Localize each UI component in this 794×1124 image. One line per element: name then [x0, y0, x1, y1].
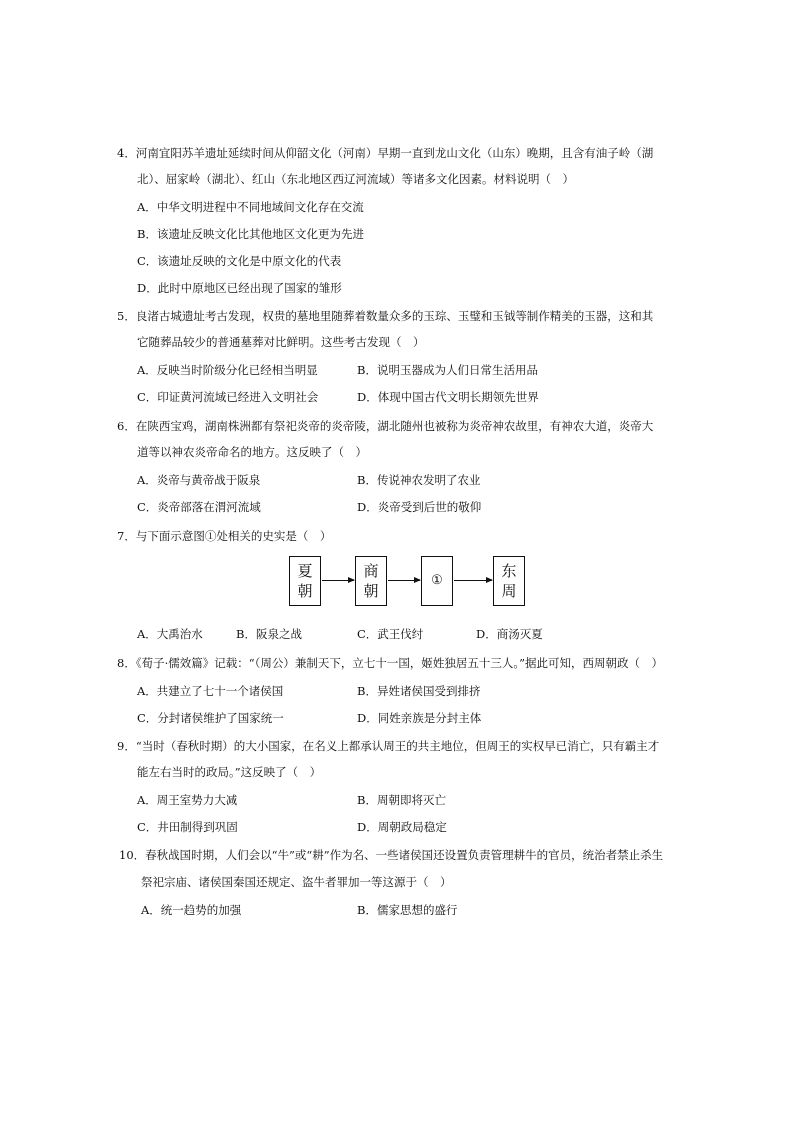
- question-6-option-b[interactable]: B．传说神农发明了农业: [357, 473, 481, 487]
- diagram-box-shang-char-1: 商: [363, 562, 379, 580]
- question-7-option-d[interactable]: D．商汤灭夏: [476, 627, 543, 641]
- question-9-option-a[interactable]: A．周王室势力大减: [137, 793, 238, 807]
- question-10-option-a[interactable]: A．统一趋势的加强: [141, 903, 242, 917]
- diagram-box-shang-char-2: 朝: [363, 582, 379, 600]
- question-4-option-c[interactable]: C．该遗址反映的文化是中原文化的代表: [137, 254, 342, 268]
- diagram-arrow-3: [454, 580, 492, 581]
- question-9-stem-line-2: 能左右当时的政局。”这反映了（ ）: [137, 765, 322, 779]
- question-8-option-d[interactable]: D．同姓亲族是分封主体: [357, 711, 482, 725]
- diagram-arrow-2: [388, 580, 420, 581]
- question-7-stem: 7．与下面示意图①处相关的史实是（ ）: [117, 529, 332, 543]
- question-5-option-d[interactable]: D．体现中国古代文明长期领先世界: [357, 390, 539, 404]
- question-6-stem-line-1: 6．在陕西宝鸡，湖南株洲都有祭祀炎帝的炎帝陵，湖北随州也被称为炎帝神农故里，有神农大道，炎帝大: [117, 419, 654, 433]
- question-4-option-b[interactable]: B．该遗址反映文化比其他地区文化更为先进: [137, 227, 364, 241]
- question-9-option-d[interactable]: D．周朝政局稳定: [357, 820, 447, 834]
- question-7-option-c[interactable]: C．武王伐纣: [357, 627, 424, 641]
- question-5-stem-line-2: 它随葬品较少的普通墓葬对比鲜明。这些考古发现（ ）: [137, 335, 425, 349]
- diagram-box-dongzhou-char-2: 周: [501, 582, 517, 600]
- question-6-stem-line-2: 道等以神农炎帝命名的地方。这反映了（ ）: [137, 445, 367, 459]
- question-7-option-a[interactable]: A．大禹治水: [137, 627, 203, 641]
- question-10-stem-line-2: 祭祀宗庙、诸侯国秦国还规定、盗牛者罪加一等这源于（ ）: [141, 875, 452, 889]
- question-6-option-d[interactable]: D．炎帝受到后世的敬仰: [357, 500, 482, 514]
- question-4-option-a[interactable]: A．中华文明进程中不同地域间文化存在交流: [137, 200, 364, 214]
- question-6-option-a[interactable]: A．炎帝与黄帝战于阪泉: [137, 473, 261, 487]
- question-5-option-b[interactable]: B．说明玉器成为人们日常生活用品: [357, 363, 538, 377]
- question-4-stem-line-2: 北）、屈家岭（湖北）、红山（东北地区西辽河流域）等诸多文化因素。材料说明（ ）: [137, 172, 574, 186]
- diagram-box-xia-char-1: 夏: [297, 562, 313, 580]
- question-9-option-c[interactable]: C．井田制得到巩固: [137, 820, 238, 834]
- question-4-stem-line-1: 4．河南宜阳苏羊遗址延续时间从仰韶文化（河南）早期一直到龙山文化（山东）晚期，且含有油子岭（湖: [117, 146, 654, 160]
- question-10-option-b[interactable]: B．儒家思想的盛行: [357, 903, 458, 917]
- question-10-stem-line-1: 10．春秋战国时期，人们会以“牛”或“耕”作为名、一些诸侯国还设置负责管理耕牛的官员，统治者禁止杀生: [119, 848, 664, 862]
- question-9-stem-line-1: 9．“当时（春秋时期）的大小国家，在名义上都承认周王的共主地位，但周王的实权早已消亡，只有霸主才: [117, 739, 660, 753]
- question-5-option-c[interactable]: C．印证黄河流域已经进入文明社会: [137, 390, 319, 404]
- question-8-option-b[interactable]: B．异姓诸侯国受到排挤: [357, 684, 481, 698]
- question-8-option-a[interactable]: A．共建立了七十一个诸侯国: [137, 684, 284, 698]
- diagram-box-xia-char-2: 朝: [297, 582, 313, 600]
- diagram-box-shang: [355, 556, 387, 606]
- diagram-box-blank-1: [421, 556, 453, 606]
- question-8-stem: 8．《荀子·儒效篇》记载：“（周公）兼制天下，立七十一国，姬姓独居五十三人。”据此可知，西周朝政（ ）: [117, 656, 663, 670]
- diagram-arrow-1: [322, 580, 354, 581]
- diagram-box-blank-1-label: ①: [431, 573, 443, 588]
- question-8-option-c[interactable]: C．分封诸侯维护了国家统一: [137, 711, 284, 725]
- question-5-stem-line-1: 5．良渚古城遗址考古发现，权贵的墓地里随葬着数量众多的玉琮、玉璧和玉钺等制作精美的玉器，这和其: [117, 309, 654, 323]
- diagram-box-dongzhou: [493, 556, 525, 606]
- diagram-box-dongzhou-char-1: 东: [501, 562, 517, 580]
- question-7-option-b[interactable]: B．阪泉之战: [236, 627, 302, 641]
- diagram-box-xia: [289, 556, 321, 606]
- question-6-option-c[interactable]: C．炎帝部落在渭河流域: [137, 500, 261, 514]
- question-4-option-d[interactable]: D．此时中原地区已经出现了国家的雏形: [137, 281, 342, 295]
- question-5-option-a[interactable]: A．反映当时阶级分化已经相当明显: [137, 363, 318, 377]
- question-9-option-b[interactable]: B．周朝即将灭亡: [357, 793, 446, 807]
